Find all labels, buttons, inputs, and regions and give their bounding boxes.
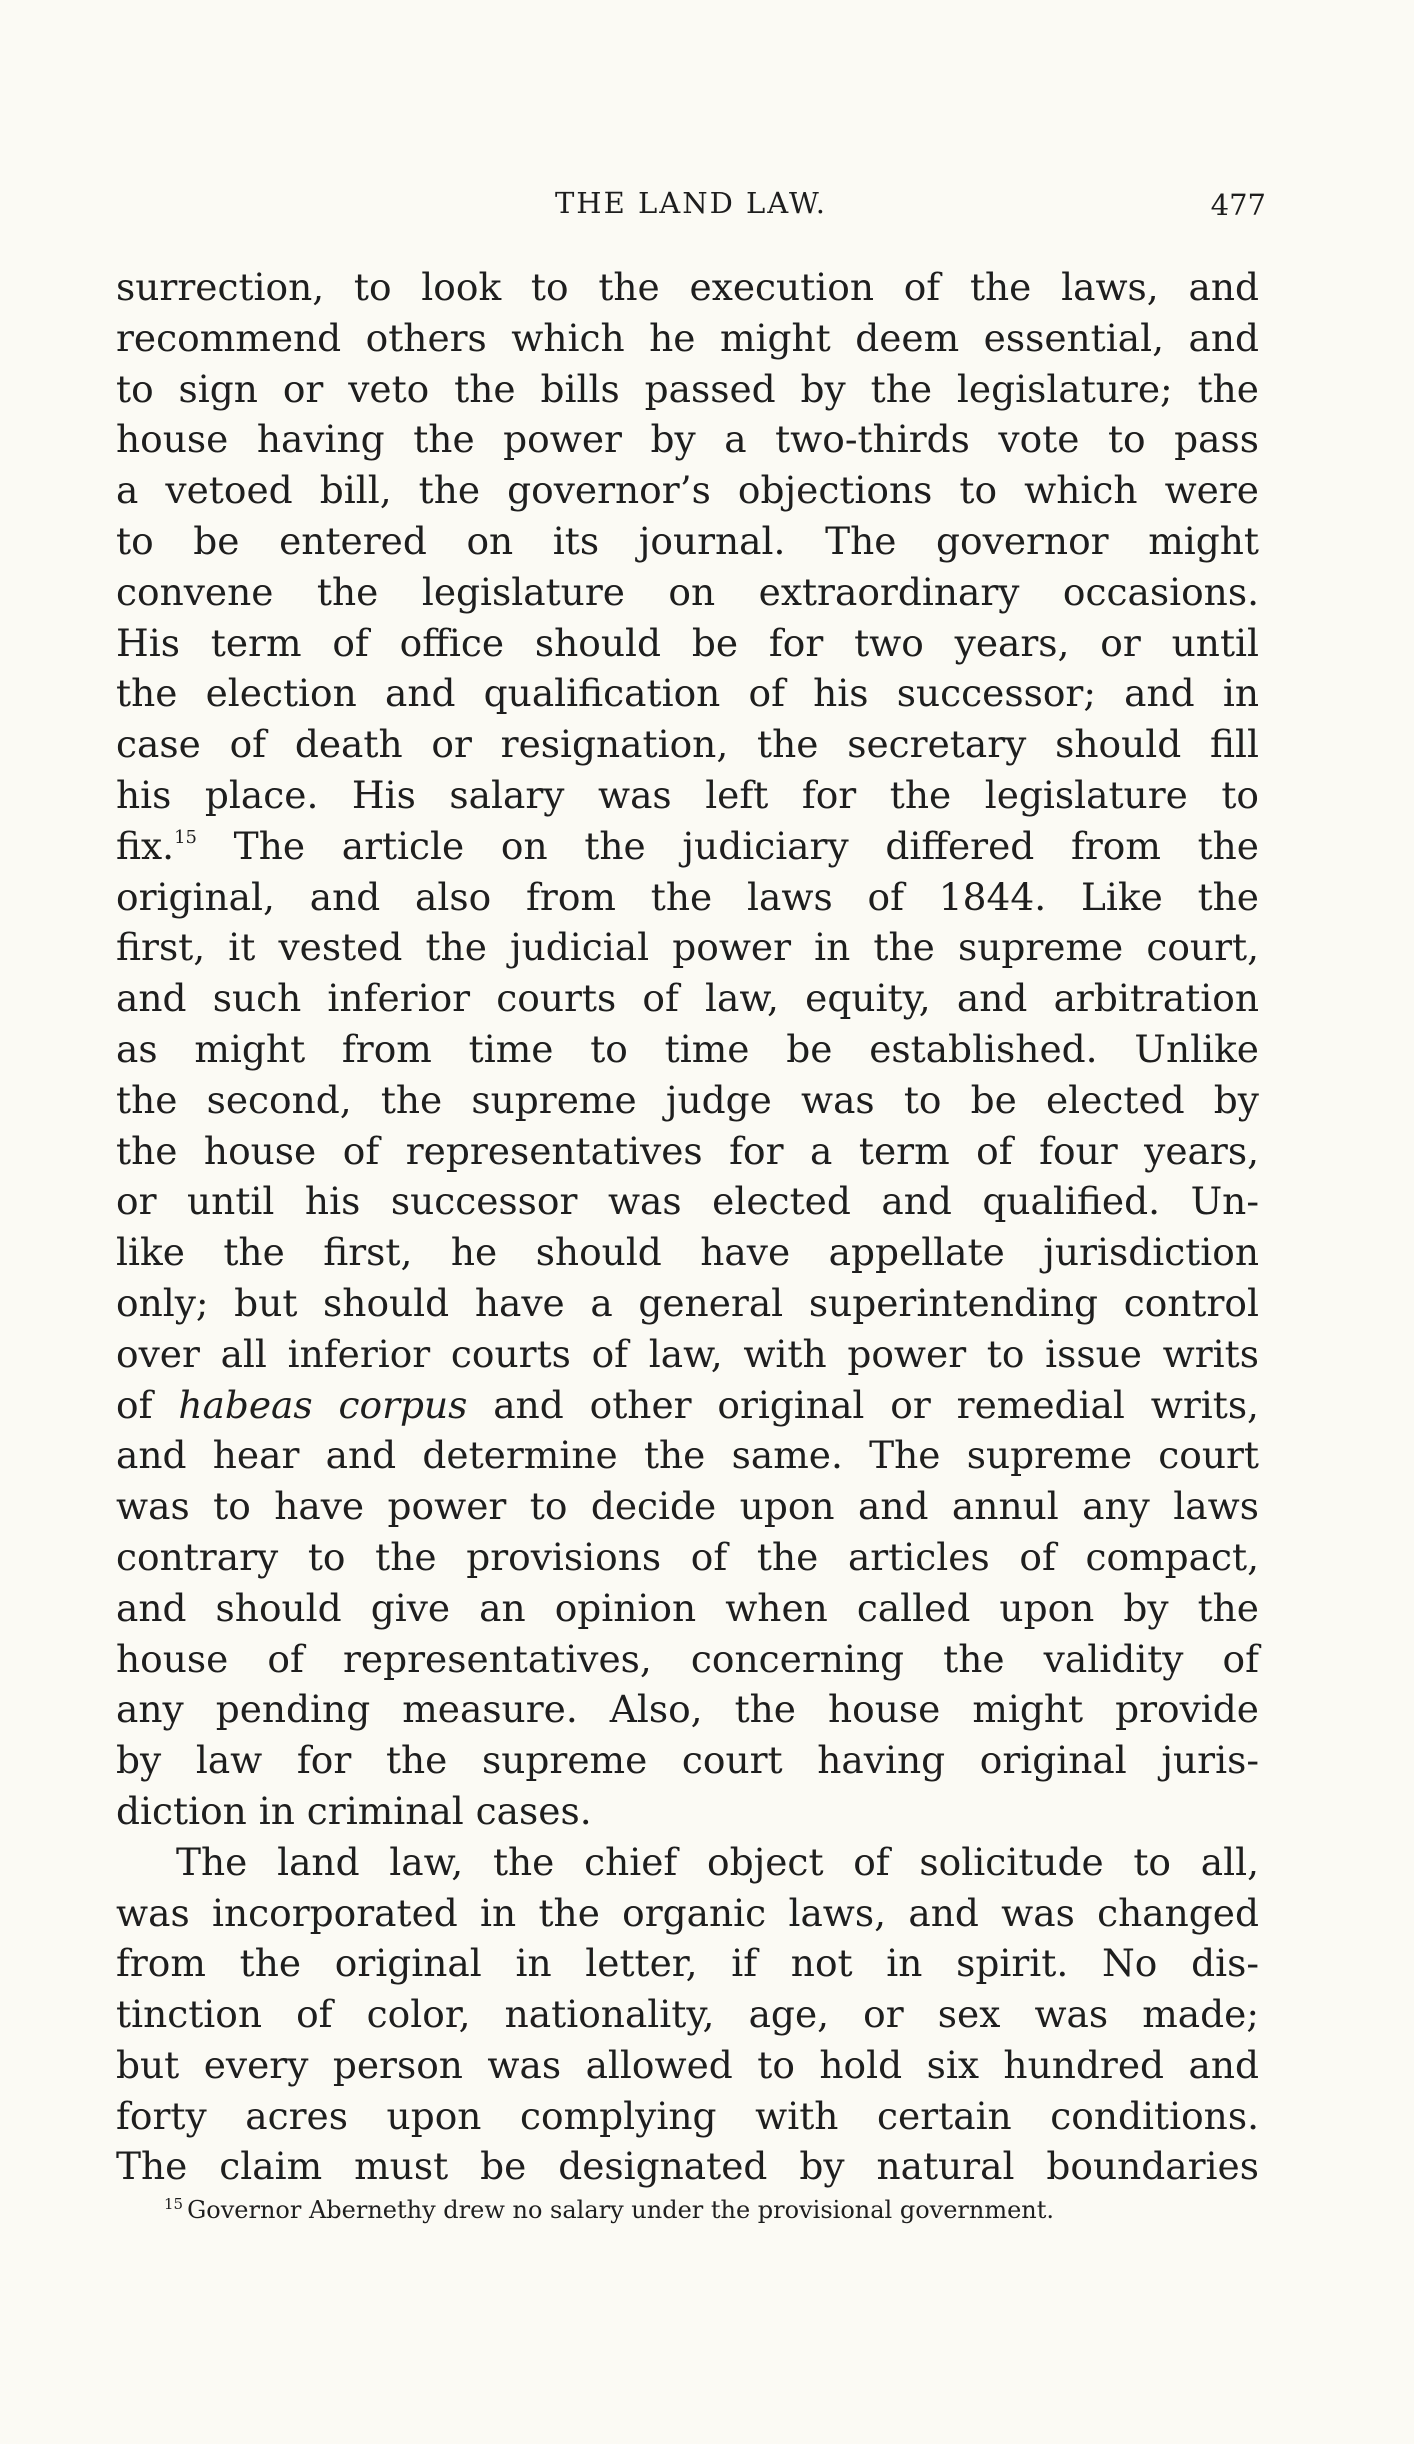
text-line: surrection, to look to the execution of the laws, and: [116, 265, 1259, 309]
text-line: as might from time to time be established. Unlike: [116, 1026, 1259, 1071]
italic-term: habeas corpus: [178, 1382, 468, 1427]
text-line: His term of office should be for two years, or until: [116, 620, 1259, 665]
text-line: and hear and determine the same. The supreme court: [116, 1433, 1259, 1478]
text-fragment: and other original or remedial writs,: [467, 1382, 1259, 1427]
text-line: original, and also from the laws of 1844. Like the: [116, 874, 1259, 919]
text-line: only; but should have a general superintending control: [116, 1280, 1259, 1325]
text-line: was incorporated in the organic laws, and was changed: [116, 1890, 1259, 1935]
text-fragment: of: [116, 1382, 179, 1427]
page-header: [116, 186, 1266, 226]
paragraph-1: [116, 262, 1259, 1837]
paragraph-2: [116, 1837, 1259, 2193]
running-head: THE LAND LAW.: [554, 186, 828, 220]
text-line: but every person was allowed to hold six hundred and: [116, 2042, 1259, 2087]
text-line: to be entered on its journal. The governor might: [116, 518, 1259, 563]
text-line: was to have power to decide upon and annul any laws: [116, 1484, 1259, 1529]
text-line: case of death or resignation, the secretary should fill: [116, 722, 1259, 767]
text-line: or until his successor was elected and qualified. Un-: [116, 1179, 1259, 1224]
text-line-with-footnote-ref: [116, 821, 1259, 872]
text-line: from the original in letter, if not in spirit. No dis-: [116, 1941, 1259, 1986]
footnote-marker: 15: [164, 2195, 184, 2213]
text-line: like the first, he should have appellate jurisdiction: [116, 1230, 1259, 1275]
text-line-with-italic: [116, 1380, 1259, 1431]
text-line: first, it vested the judicial power in the supreme court,: [116, 925, 1259, 970]
footnote-text: Governor Abernethy drew no salary under the provisional government.: [187, 2196, 1055, 2224]
text-line: and such inferior courts of law, equity, and arbitration: [116, 976, 1259, 1021]
page-number: 477: [1210, 188, 1266, 222]
text-line: and should give an opinion when called upon by the: [116, 1585, 1259, 1630]
text-line: the house of representatives for a term of four years,: [116, 1128, 1259, 1173]
text-line: any pending measure. Also, the house might provide: [116, 1687, 1259, 1732]
text-line: convene the legislature on extraordinary occasions.: [116, 569, 1259, 614]
text-line: diction in criminal cases.: [116, 1788, 592, 1833]
text-fragment: fix.: [116, 823, 175, 868]
text-line: the election and qualification of his successor; and in: [116, 671, 1259, 716]
text-line: house of representatives, concerning the validity of: [116, 1636, 1259, 1681]
text-line: a vetoed bill, the governor’s objections to which were: [116, 468, 1259, 513]
text-line: recommend others which he might deem essential, and: [116, 315, 1259, 360]
text-line: to sign or veto the bills passed by the legislature; the: [116, 366, 1259, 411]
text-line: The land law, the chief object of solicitude to all,: [176, 1839, 1259, 1884]
footnote-reference: 15: [174, 826, 197, 848]
text-line: his place. His salary was left for the legislature to: [116, 772, 1259, 817]
text-line: tinction of color, nationality, age, or sex was made;: [116, 1992, 1259, 2037]
text-line: the second, the supreme judge was to be elected by: [116, 1077, 1259, 1122]
text-line: contrary to the provisions of the articles of compact,: [116, 1534, 1259, 1579]
text-line: by law for the supreme court having original juris-: [116, 1738, 1259, 1783]
text-line: over all inferior courts of law, with power to issue writs: [116, 1331, 1259, 1376]
body-text: [116, 262, 1259, 2192]
footnote: [164, 2196, 1259, 2224]
text-line: The claim must be designated by natural boundaries: [116, 2144, 1259, 2189]
text-line: house having the power by a two-thirds vote to pass: [116, 417, 1259, 462]
text-line: forty acres upon complying with certain conditions.: [116, 2093, 1259, 2138]
text-fragment: The article on the judiciary differed from the: [197, 823, 1259, 868]
